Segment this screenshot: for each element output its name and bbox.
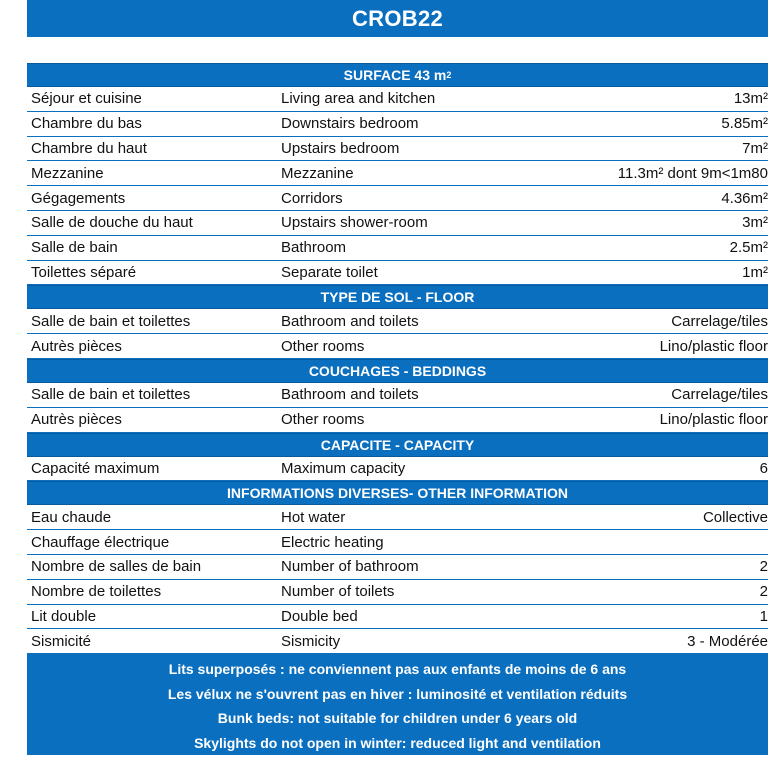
row-label-fr: Mezzanine [31, 164, 104, 182]
row-value: Carrelage/tiles [671, 312, 768, 330]
row-value: Collective [702, 508, 768, 526]
table-row [27, 457, 768, 482]
surface-header-sup: 2 [446, 70, 452, 80]
row-value: 5.85m² [721, 115, 768, 133]
row-label-en: Maximum capacity [281, 459, 406, 477]
info-sheet [27, 63, 768, 755]
row-value: 7m² [742, 139, 768, 157]
row-label-fr: Sismicité [31, 632, 92, 650]
footer-notes [27, 654, 768, 755]
table-row [27, 211, 768, 236]
table-row [27, 555, 768, 580]
section-header-surface [27, 63, 768, 87]
table-row [27, 87, 768, 112]
row-label-en: Number of toilets [281, 583, 395, 601]
row-value: Lino/plastic floor [659, 337, 768, 355]
table-row [27, 605, 768, 630]
footer-note: Lits superposés : ne conviennent pas aux enfants de moins de 6 ans [168, 661, 627, 678]
row-label-en: Upstairs bedroom [281, 139, 400, 157]
row-label-fr: Nombre de salles de bain [31, 558, 202, 576]
page-title: CROB22 [27, 0, 768, 37]
row-value: 1m² [742, 263, 768, 281]
footer-note: Bunk beds: not suitable for children under 6 years old [217, 710, 578, 727]
row-label-fr: Chauffage électrique [31, 533, 170, 551]
row-value: 4.36m² [721, 189, 768, 207]
row-label-fr: Chambre du haut [31, 139, 147, 157]
row-label-en: Other rooms [281, 411, 365, 429]
footer-note: Skylights do not open in winter: reduced light and ventilation [194, 734, 601, 751]
table-row [27, 309, 768, 334]
row-value: 6 [759, 459, 768, 477]
row-label-fr: Salle de bain et toilettes [31, 386, 191, 404]
row-label-fr: Lit double [31, 607, 97, 625]
row-value: 1 [759, 607, 768, 625]
section-header-beddings: COUCHAGES - BEDDINGS [27, 359, 768, 383]
row-value: 11.3m² dont 9m<1m80 [617, 164, 768, 182]
row-label-en: Electric heating [281, 533, 384, 551]
row-label-en: Double bed [281, 607, 358, 625]
row-value: 2 [759, 583, 768, 601]
table-row [27, 383, 768, 408]
row-label-en: Living area and kitchen [281, 90, 436, 108]
row-label-fr: Gégagements [31, 189, 126, 207]
row-value: 13m² [733, 90, 768, 108]
row-label-en: Downstairs bedroom [281, 115, 419, 133]
row-value: Carrelage/tiles [671, 386, 768, 404]
row-label-en: Separate toilet [281, 263, 378, 281]
row-label-en: Hot water [281, 508, 346, 526]
row-label-en: Upstairs shower-room [281, 214, 428, 232]
row-label-fr: Salle de bain [31, 239, 118, 257]
row-label-en: Number of bathroom [281, 558, 419, 576]
table-row [27, 161, 768, 186]
row-label-fr: Eau chaude [31, 508, 112, 526]
row-label-fr: Autrès pièces [31, 411, 122, 429]
row-label-fr: Nombre de toilettes [31, 583, 162, 601]
row-label-fr: Salle de bain et toilettes [31, 312, 191, 330]
table-row [27, 505, 768, 530]
row-label-en: Sismicity [281, 632, 341, 650]
row-label-en: Bathroom and toilets [281, 386, 419, 404]
table-row [27, 236, 768, 261]
row-label-fr: Chambre du bas [31, 115, 142, 133]
row-value: 2.5m² [729, 239, 768, 257]
table-row [27, 261, 768, 286]
table-row [27, 629, 768, 654]
section-header-floor: TYPE DE SOL - FLOOR [27, 285, 768, 309]
surface-header-text: SURFACE 43 m [343, 67, 447, 83]
row-value: 3 - Modérée [687, 632, 768, 650]
row-label-fr: Autrès pièces [31, 337, 122, 355]
row-value: 2 [759, 558, 768, 576]
row-value: Lino/plastic floor [659, 411, 768, 429]
row-label-en: Mezzanine [281, 164, 354, 182]
table-row [27, 580, 768, 605]
section-header-other: INFORMATIONS DIVERSES- OTHER INFORMATION [27, 481, 768, 505]
table-row [27, 334, 768, 359]
row-label-fr: Toilettes séparé [31, 263, 137, 281]
table-row [27, 137, 768, 162]
row-label-fr: Séjour et cuisine [31, 90, 142, 108]
row-label-en: Bathroom [281, 239, 347, 257]
row-label-en: Bathroom and toilets [281, 312, 419, 330]
row-value: 3m² [742, 214, 768, 232]
table-row [27, 112, 768, 137]
footer-note: Les vélux ne s'ouvrent pas en hiver : luminosité et ventilation réduits [167, 685, 628, 702]
table-row [27, 530, 768, 555]
section-header-capacity: CAPACITE - CAPACITY [27, 433, 768, 457]
table-row [27, 186, 768, 211]
row-label-en: Other rooms [281, 337, 365, 355]
row-label-fr: Salle de douche du haut [31, 214, 193, 232]
row-label-en: Corridors [281, 189, 343, 207]
row-label-fr: Capacité maximum [31, 459, 160, 477]
table-row [27, 408, 768, 433]
